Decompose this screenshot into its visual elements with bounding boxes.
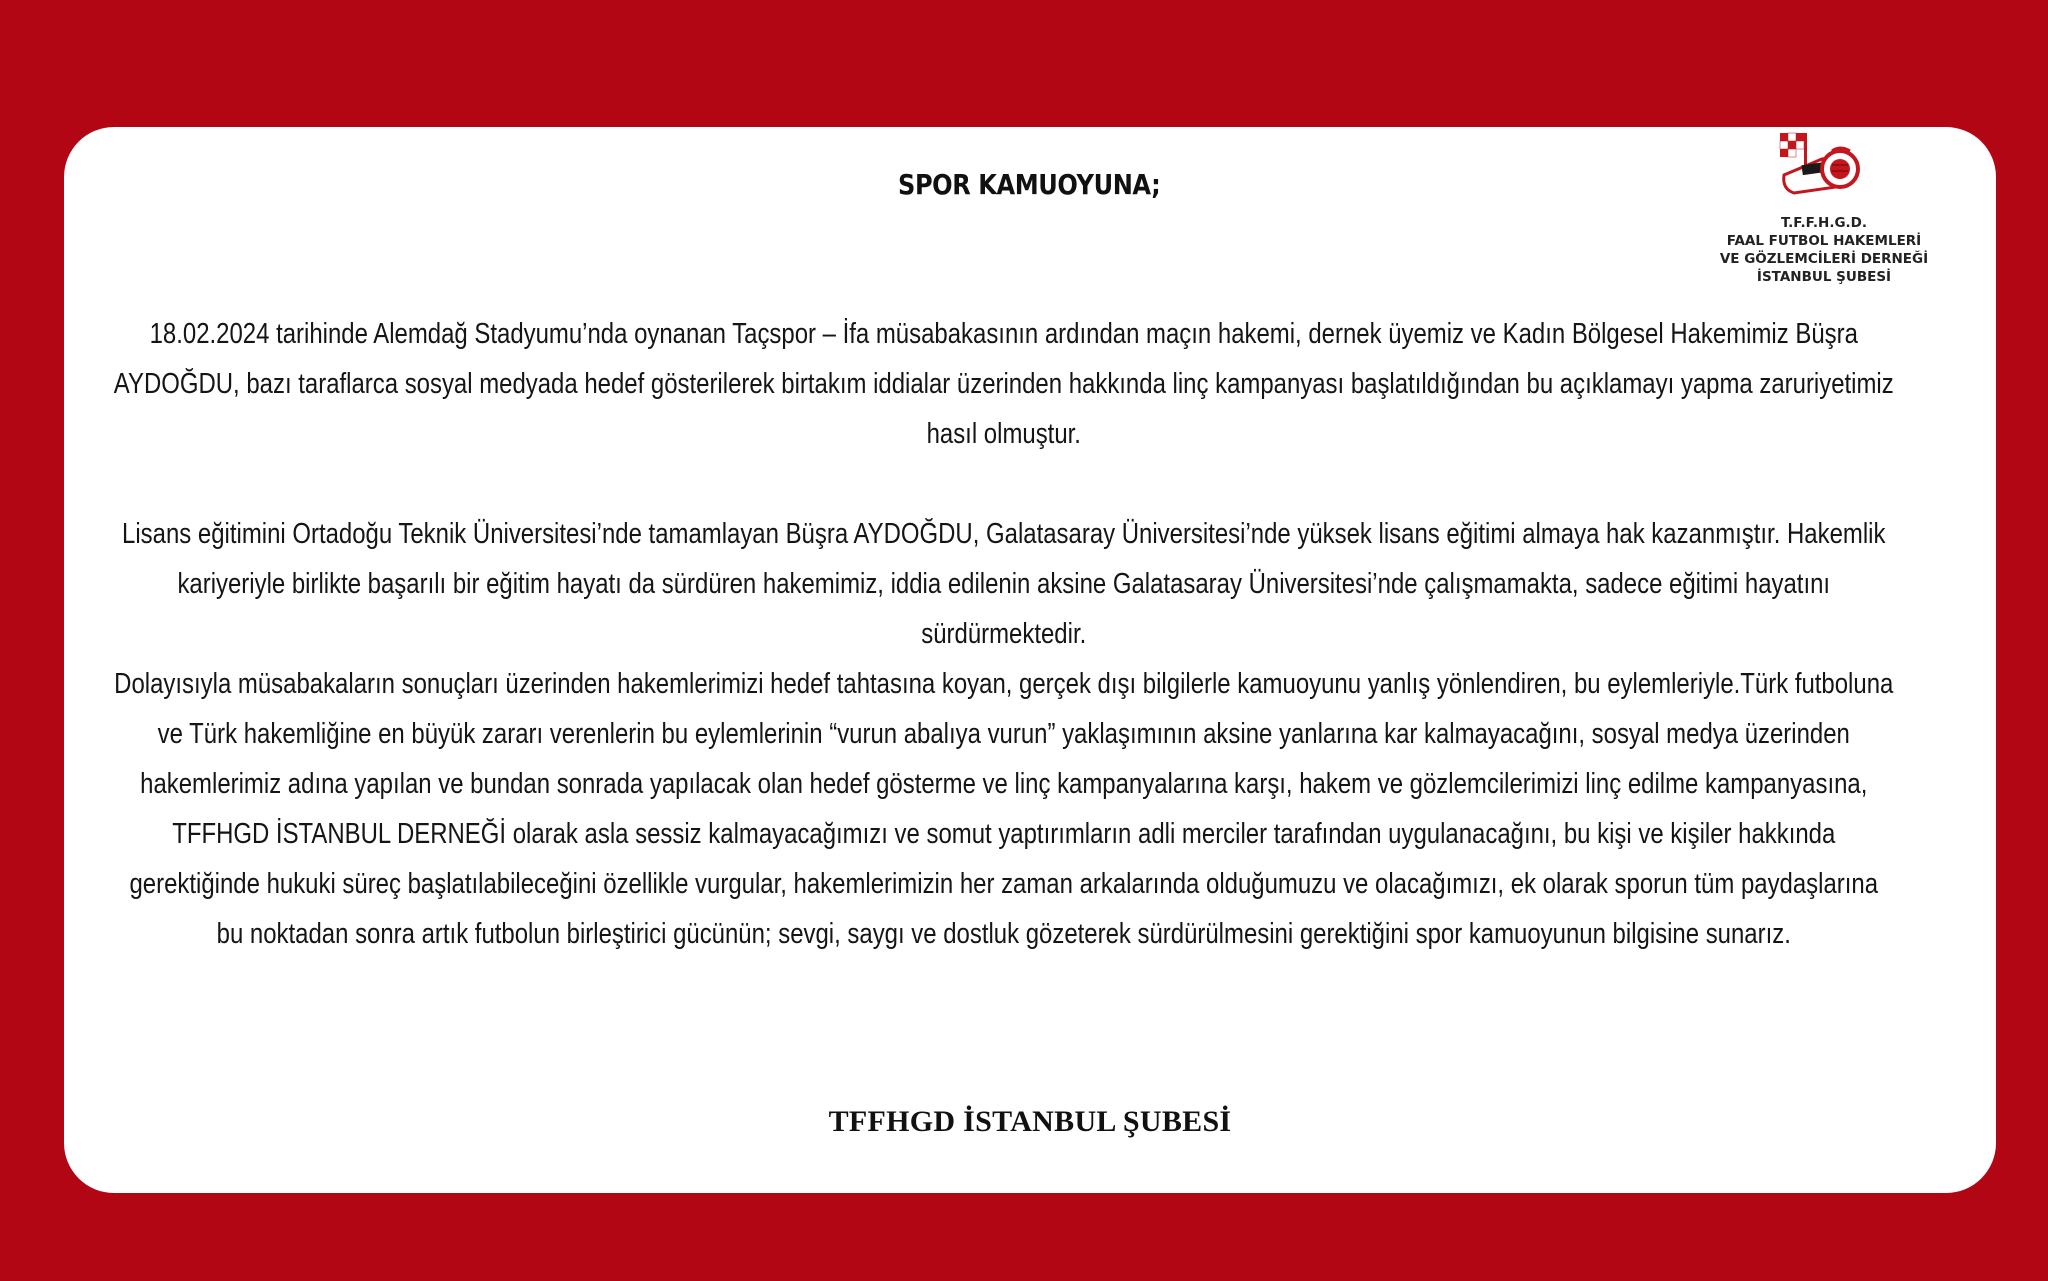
whistle-flag-icon xyxy=(1774,127,1874,213)
logo-line-name-2: VE GÖZLEMCİLERİ DERNEĞİ xyxy=(1719,251,1929,267)
paragraph-3: Dolayısıyla müsabakaların sonuçları üzerinden hakemlerimizi hedef tahtasına koyan, gerçek dışı bilgilerle kamuoyunu yanlış yönlendiren, bu eylemleriyle.Türk futboluna ve Türk hakemliğine en büyük zararı verenlerin bu eylemlerinin “vurun abalıya vurun” yaklaşımının aksine yanlarına kar kalmayacağını, sosyal medya üzerinden hakemlerimiz adına yapılan ve bundan sonrada yapılacak olan hedef gösterme ve linç kampanyalarına karşı, hakem ve gözlemcilerimizi linç edilme kampanyasına, TFFHGD İSTANBUL DERNEĞİ olarak asla sessiz kalmayacağımızı ve somut yaptırımların adli merciler tarafından uygulanacağını, bu kişi ve kişiler hakkında gerektiğinde hukuki süreç başlatılabileceğini özellikle vurgular, hakemlerimizin her zaman arkalarında olduğumuzu ve olacağımızı, ek olarak sporun tüm paydaşlarına bu noktadan sonra artık futbolun birleştirici gücünün; sevgi, saygı ve dostluk gözeterek sürdürülmesini gerektiğini spor kamuoyunun bilgisine sunarız. xyxy=(114,668,1894,950)
statement-heading: SPOR KAMUOYUNA; xyxy=(898,168,1161,201)
signature: TFFHGD İSTANBUL ŞUBESİ xyxy=(828,1105,1232,1138)
statement-body xyxy=(113,309,1926,959)
paragraph-gap xyxy=(134,459,1926,509)
logo-line-abbrev: T.F.F.H.G.D. xyxy=(1781,215,1867,231)
paragraph-2: Lisans eğitimini Ortadoğu Teknik Üniversitesi’nde tamamlayan Büşra AYDOĞDU, Galatasaray Üniversitesi’nde yüksek lisans eğitimi almaya hak kazanmıştır. Hakemlik kariyeriyle birlikte başarılı bir eğitim hayatı da sürdüren hakemimiz, iddia edilenin aksine Galatasaray Üniversitesi’nde çalışmamakta, sadece eğitimi hayatını sürdürmektedir. xyxy=(122,518,1886,650)
statement-card xyxy=(64,127,1996,1193)
logo-line-branch: İSTANBUL ŞUBESİ xyxy=(1756,269,1892,285)
association-logo xyxy=(1704,127,1944,307)
paragraph-1: 18.02.2024 tarihinde Alemdağ Stadyumu’nda oynanan Taçspor – İfa müsabakasının ardından maçın hakemi, dernek üyemiz ve Kadın Bölgesel Hakemimiz Büşra AYDOĞDU, bazı taraflarca sosyal medyada hedef gösterilerek birtakım iddialar üzerinden hakkında linç kampanyası başlatıldığından bu açıklamayı yapma zaruriyetimiz hasıl olmuştur. xyxy=(113,318,1894,450)
logo-line-name-1: FAAL FUTBOL HAKEMLERİ xyxy=(1726,233,1922,249)
